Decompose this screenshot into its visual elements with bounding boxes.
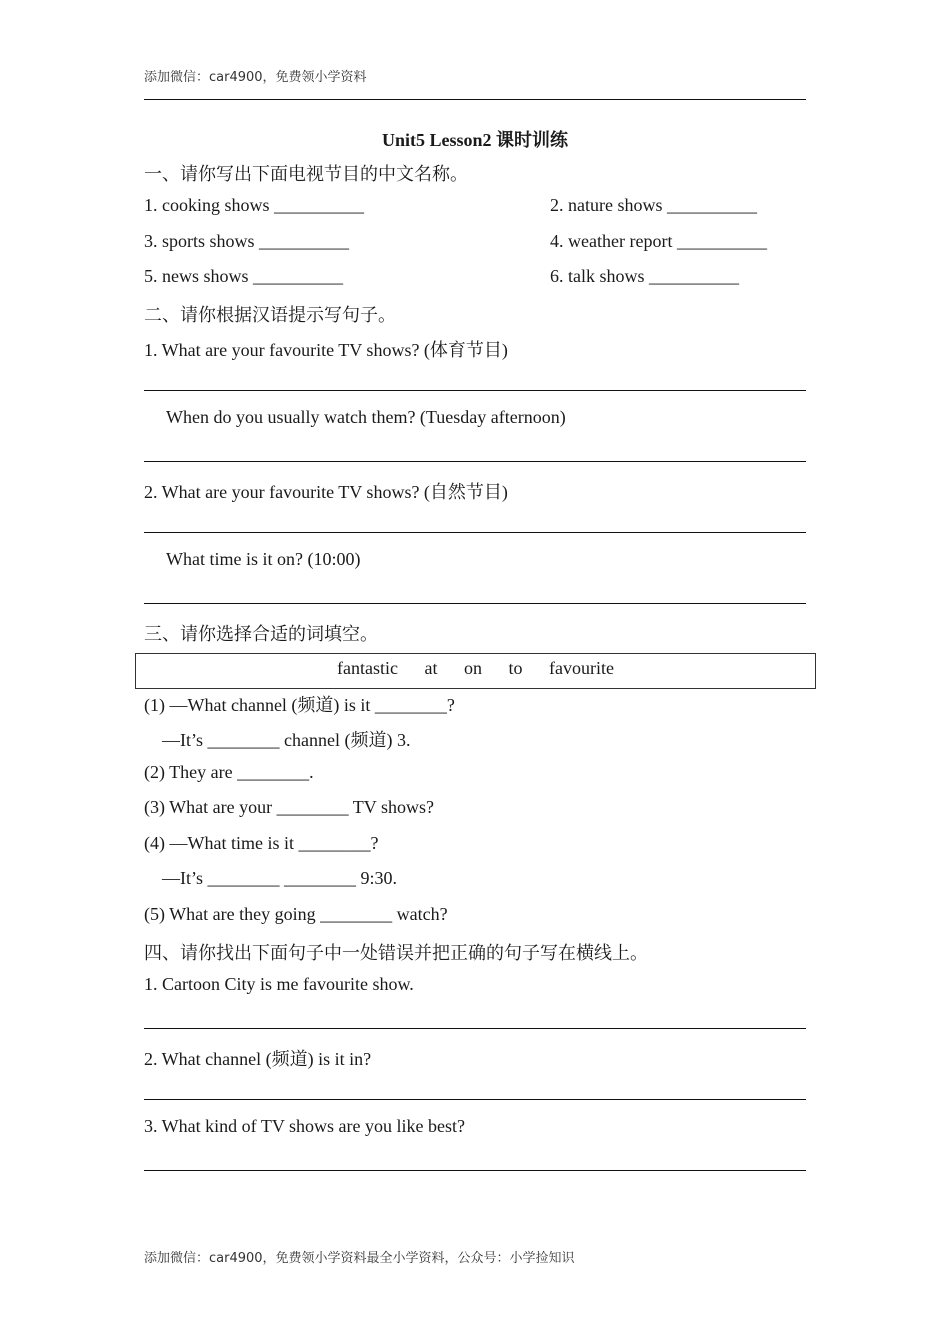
section3-line: (2) They are ________. xyxy=(144,762,314,782)
section3-line: (4) —What time is it ________? xyxy=(144,833,379,853)
section4-item: 2. What channel (频道) is it in? xyxy=(144,1049,372,1069)
word-bank-word: at xyxy=(424,658,438,678)
word-bank-word: fantastic xyxy=(337,658,398,678)
word-bank-word: favourite xyxy=(549,658,614,678)
page-title: Unit5 Lesson2 课时训练 xyxy=(381,130,569,150)
section1-item: 4. weather report __________ xyxy=(550,231,767,251)
section3-line: (3) What are your ________ TV shows? xyxy=(144,797,434,817)
header-note: 添加微信：car4900，免费领小学资料 xyxy=(144,70,367,85)
answer-line xyxy=(144,1170,806,1171)
answer-line xyxy=(144,390,806,391)
section2-heading: 二、请你根据汉语提示写句子。 xyxy=(144,305,396,325)
section2-question: What time is it on? (10:00) xyxy=(166,549,361,569)
word-bank-word: to xyxy=(508,658,523,678)
section2-question: 1. What are your favourite TV shows? (体育节目) xyxy=(144,340,508,360)
section3-line: (5) What are they going ________ watch? xyxy=(144,904,448,924)
section1-item: 3. sports shows __________ xyxy=(144,231,350,251)
section1-item: 6. talk shows __________ xyxy=(550,266,739,286)
section2-question: 2. What are your favourite TV shows? (自然节目) xyxy=(144,482,508,502)
section1-item: 1. cooking shows __________ xyxy=(144,195,364,215)
section3-line: —It’s ________ channel (频道) 3. xyxy=(162,730,411,750)
section4-heading: 四、请你找出下面句子中一处错误并把正确的句子写在横线上。 xyxy=(144,943,648,963)
section3-line: —It’s ________ ________ 9:30. xyxy=(162,868,398,888)
section1-heading: 一、请你写出下面电视节目的中文名称。 xyxy=(144,164,468,184)
answer-line xyxy=(144,532,806,533)
word-bank-word: on xyxy=(464,658,482,678)
answer-line xyxy=(144,461,806,462)
section4-item: 3. What kind of TV shows are you like best? xyxy=(144,1116,465,1136)
section3-heading: 三、请你选择合适的词填空。 xyxy=(144,624,378,644)
section1-item: 5. news shows __________ xyxy=(144,266,344,286)
answer-line xyxy=(144,1028,806,1029)
footer-note: 添加微信：car4900，免费领小学资料最全小学资料，公众号：小学捡知识 xyxy=(144,1251,575,1266)
section2-question: When do you usually watch them? (Tuesday afternoon) xyxy=(166,407,566,427)
section3-line: (1) —What channel (频道) is it ________? xyxy=(144,695,455,715)
word-bank xyxy=(135,653,816,689)
section1-item: 2. nature shows __________ xyxy=(550,195,757,215)
header-rule xyxy=(144,99,806,100)
section4-item: 1. Cartoon City is me favourite show. xyxy=(144,974,414,994)
answer-line xyxy=(144,603,806,604)
answer-line xyxy=(144,1099,806,1100)
